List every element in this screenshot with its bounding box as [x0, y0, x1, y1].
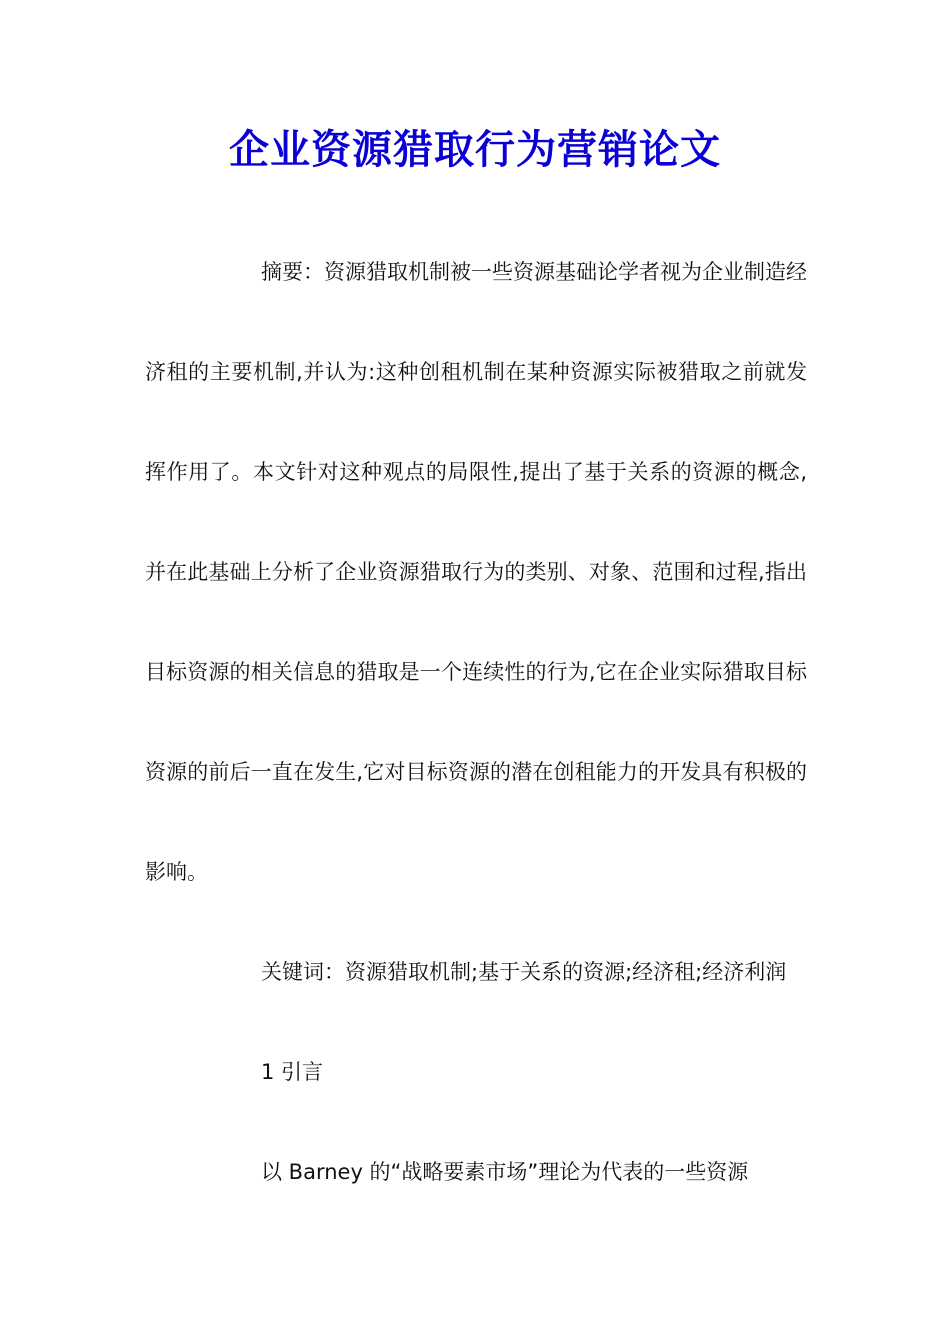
- intro-paragraph: 以 Barney 的“战略要素市场”理论为代表的一些资源: [261, 1160, 749, 1184]
- document-body: [145, 222, 807, 1222]
- document-title: 企业资源猎取行为营销论文: [229, 126, 721, 173]
- section-heading: 1 引言: [261, 1060, 324, 1084]
- abstract-paragraph: 摘要：资源猎取机制被一些资源基础论学者视为企业制造经济租的主要机制,并认为:这种创租机制在某种资源实际被猎取之前就发挥作用了。本文针对这种观点的局限性,提出了基于关系的资源的概念,并在此基础上分析了企业资源猎取行为的类别、对象、范围和过程,指出目标资源的相关信息的猎取是一个连续性的行为,它在企业实际猎取目标资源的前后一直在发生,它对目标资源的潜在创租能力的开发具有积极的影响。: [145, 260, 807, 884]
- keywords-paragraph: 关键词：资源猎取机制;基于关系的资源;经济租;经济利润: [261, 960, 787, 984]
